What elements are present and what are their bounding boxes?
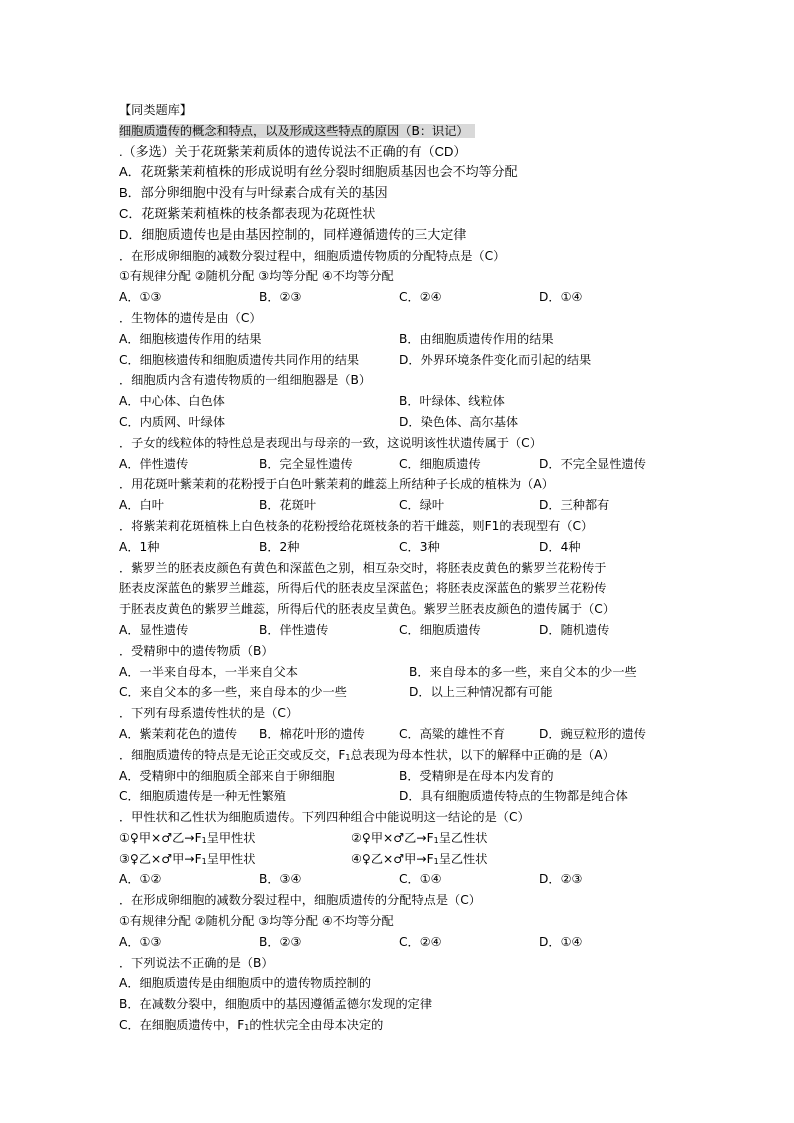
topic-header-line: [119, 121, 699, 142]
cross-cell: ④♀乙×♂甲$\to F_1$呈乙性状: [351, 851, 488, 866]
option-cell: D．染色体、高尔基体: [399, 414, 519, 429]
doc-line: D．细胞质遗传也是由基因控制的，同样遵循遗传的三大定律: [119, 226, 467, 242]
option-cell: D．随机遗传: [539, 622, 610, 637]
doc-line: ．细胞质内含有遗传物质的一组细胞器是（B）: [119, 373, 372, 388]
cross-cell: ②♀甲×♂乙$\to F_1$呈乙性状: [351, 830, 488, 845]
option-cell: B．伴性遗传: [259, 622, 329, 637]
option-cell: C．来自父本的多一些，来自母本的少一些: [119, 685, 347, 700]
option-cell: A．一半来自母本，一半来自父本: [119, 664, 298, 679]
doc-line: C．在细胞质遗传中，$F_1$的性状完全由母本决定的: [119, 1018, 384, 1033]
option-cell: B．②③: [259, 290, 302, 305]
option-cell: B．由细胞质遗传作用的结果: [399, 331, 554, 346]
question-list: [119, 142, 699, 1036]
option-cell: A．显性遗传: [119, 622, 189, 637]
doc-line: ．下列说法不正确的是（B）: [119, 955, 274, 970]
doc-line: ．下列有母系遗传性状的是（C）: [119, 706, 299, 721]
option-cell: C．3种: [399, 539, 440, 554]
doc-line: C．花斑紫茉莉植株的枝条都表现为花斑性状: [119, 205, 376, 221]
option-cell: C．细胞质遗传是一种无性繁殖: [119, 789, 286, 804]
doc-line: ．在形成卵细胞的减数分裂过程中，细胞质遗传物质的分配特点是（C）: [119, 248, 506, 263]
option-cell: D．外界环境条件变化而引起的结果: [399, 352, 592, 367]
doc-line: B．在减数分裂中，细胞质中的基因遵循孟德尔发现的定律: [119, 997, 433, 1012]
subscript: 1: [433, 856, 439, 866]
option-cell: B．棉花叶形的遗传: [259, 726, 365, 741]
option-cell: D．②③: [539, 872, 583, 887]
option-cell: C．细胞核遗传和细胞质遗传共同作用的结果: [119, 352, 360, 367]
doc-line: ．将紫茉莉花斑植株上白色枝条的花粉授给花斑枝条的若干雌蕊，则F1的表现型有（C）: [119, 518, 594, 533]
option-cell: B．花斑叶: [259, 498, 317, 513]
subscript: 1: [244, 1023, 250, 1033]
subscript: 1: [201, 835, 207, 845]
option-cell: A．白叶: [119, 498, 164, 513]
option-cell: A．1种: [119, 539, 160, 554]
doc-line: [119, 287, 699, 308]
option-cell: D．①④: [539, 934, 583, 949]
doc-line: [119, 412, 699, 433]
doc-line: [119, 724, 699, 745]
doc-line: [119, 329, 699, 350]
doc-line: 胚表皮深蓝色的紫罗兰雌蕊，所得后代的胚表皮呈深蓝色；将胚表皮深蓝色的紫罗兰花粉传: [119, 581, 607, 596]
option-cell: C．细胞质遗传: [399, 456, 481, 471]
doc-line: ．子女的线粒体的特性总是表现出与母亲的一致，这说明该性状遗传属于（C）: [119, 435, 542, 450]
doc-line: [119, 662, 699, 683]
doc-line: [119, 350, 699, 371]
doc-line: ．细胞质遗传的特点是无论正交或反交，$F_1$总表现为母本性状，以下的解释中正确的是（A）: [119, 747, 615, 762]
option-cell: C．绿叶: [399, 498, 445, 513]
subscript: 1: [201, 856, 207, 866]
cross-cell: ③♀乙×♂甲$\to F_1$呈甲性状: [119, 851, 256, 866]
section-title: 【同类题库】: [119, 103, 193, 117]
option-cell: D．4种: [539, 539, 581, 554]
doc-line: ．受精卵中的遗传物质（B）: [119, 643, 274, 658]
option-cell: A．①②: [119, 872, 162, 887]
doc-line: [119, 682, 699, 703]
option-cell: A．紫茉莉花色的遗传: [119, 726, 238, 741]
doc-line: ．用花斑叶紫茉莉的花粉授于白色叶紫茉莉的雌蕊上所结种子长成的植株为（A）: [119, 477, 554, 492]
option-cell: D．三种都有: [539, 498, 610, 513]
option-cell: D．不完全显性遗传: [539, 456, 646, 471]
doc-line: [119, 932, 699, 953]
option-cell: C．细胞质遗传: [399, 622, 481, 637]
doc-line: [119, 828, 699, 849]
option-cell: C．②④: [399, 934, 442, 949]
doc-line: B．部分卵细胞中没有与叶绿素合成有关的基因: [119, 185, 388, 201]
doc-line: [119, 391, 699, 412]
doc-line: [119, 766, 699, 787]
doc-line: ．甲性状和乙性状为细胞质遗传。下列四种组合中能说明这一结论的是（C）: [119, 810, 530, 825]
topic-header: 细胞质遗传的概念和特点，以及形成这些特点的原因（B：识记）: [119, 124, 475, 138]
option-cell: B．叶绿体、线粒体: [399, 394, 505, 409]
doc-line: [119, 537, 699, 558]
doc-line: [119, 849, 699, 870]
doc-line: [119, 869, 699, 890]
doc-line: .（多选）关于花斑紫茉莉质体的遗传说法不正确的有（CD）: [119, 143, 467, 159]
option-cell: D．以上三种情况都有可能: [409, 685, 553, 700]
doc-line: ．在形成卵细胞的减数分裂过程中，细胞质遗传的分配特点是（C）: [119, 893, 481, 908]
option-cell: A．受精卵中的细胞质全部来自于卵细胞: [119, 768, 335, 783]
doc-line: [119, 786, 699, 807]
option-cell: A．①③: [119, 290, 162, 305]
doc-line: ①有规律分配 ②随机分配 ③均等分配 ④不均等分配: [119, 269, 394, 284]
option-cell: B．完全显性遗传: [259, 456, 353, 471]
option-cell: A．细胞核遗传作用的结果: [119, 331, 262, 346]
option-cell: C．①④: [399, 872, 442, 887]
option-cell: B．来自母本的多一些，来自父本的少一些: [409, 664, 637, 679]
option-cell: B．②③: [259, 934, 302, 949]
option-cell: A．①③: [119, 934, 162, 949]
option-cell: A．中心体、白色体: [119, 394, 225, 409]
doc-line: ．生物体的遗传是由（C）: [119, 310, 262, 325]
cross-cell: ①♀甲×♂乙$\to F_1$呈甲性状: [119, 830, 256, 845]
subscript: 1: [345, 752, 351, 762]
doc-line: ①有规律分配 ②随机分配 ③均等分配 ④不均等分配: [119, 914, 394, 929]
document-page: [119, 100, 699, 1036]
option-cell: B．受精卵是在母本内发育的: [399, 768, 554, 783]
doc-line: ．紫罗兰的胚表皮颜色有黄色和深蓝色之别，相互杂交时，将胚表皮黄色的紫罗兰花粉传于: [119, 560, 607, 575]
option-cell: C．②④: [399, 290, 442, 305]
option-cell: D．①④: [539, 290, 583, 305]
doc-line: [119, 454, 699, 475]
doc-line: A．花斑紫茉莉植株的形成说明有丝分裂时细胞质基因也会不均等分配: [119, 164, 518, 180]
doc-line: [119, 495, 699, 516]
option-cell: C．内质网、叶绿体: [119, 414, 226, 429]
doc-line: 于胚表皮黄色的紫罗兰雌蕊，所得后代的胚表皮呈黄色。紫罗兰胚表皮颜色的遗传属于（C）: [119, 602, 616, 617]
doc-line: A．细胞质遗传是由细胞质中的遗传物质控制的: [119, 976, 372, 991]
doc-line: [119, 620, 699, 641]
option-cell: A．伴性遗传: [119, 456, 189, 471]
subscript: 1: [433, 835, 439, 845]
option-cell: C．高粱的雄性不育: [399, 726, 506, 741]
option-cell: D．具有细胞质遗传特点的生物都是纯合体: [399, 789, 628, 804]
option-cell: D．豌豆粒形的遗传: [539, 726, 646, 741]
option-cell: B．2种: [259, 539, 300, 554]
option-cell: B．③④: [259, 872, 302, 887]
